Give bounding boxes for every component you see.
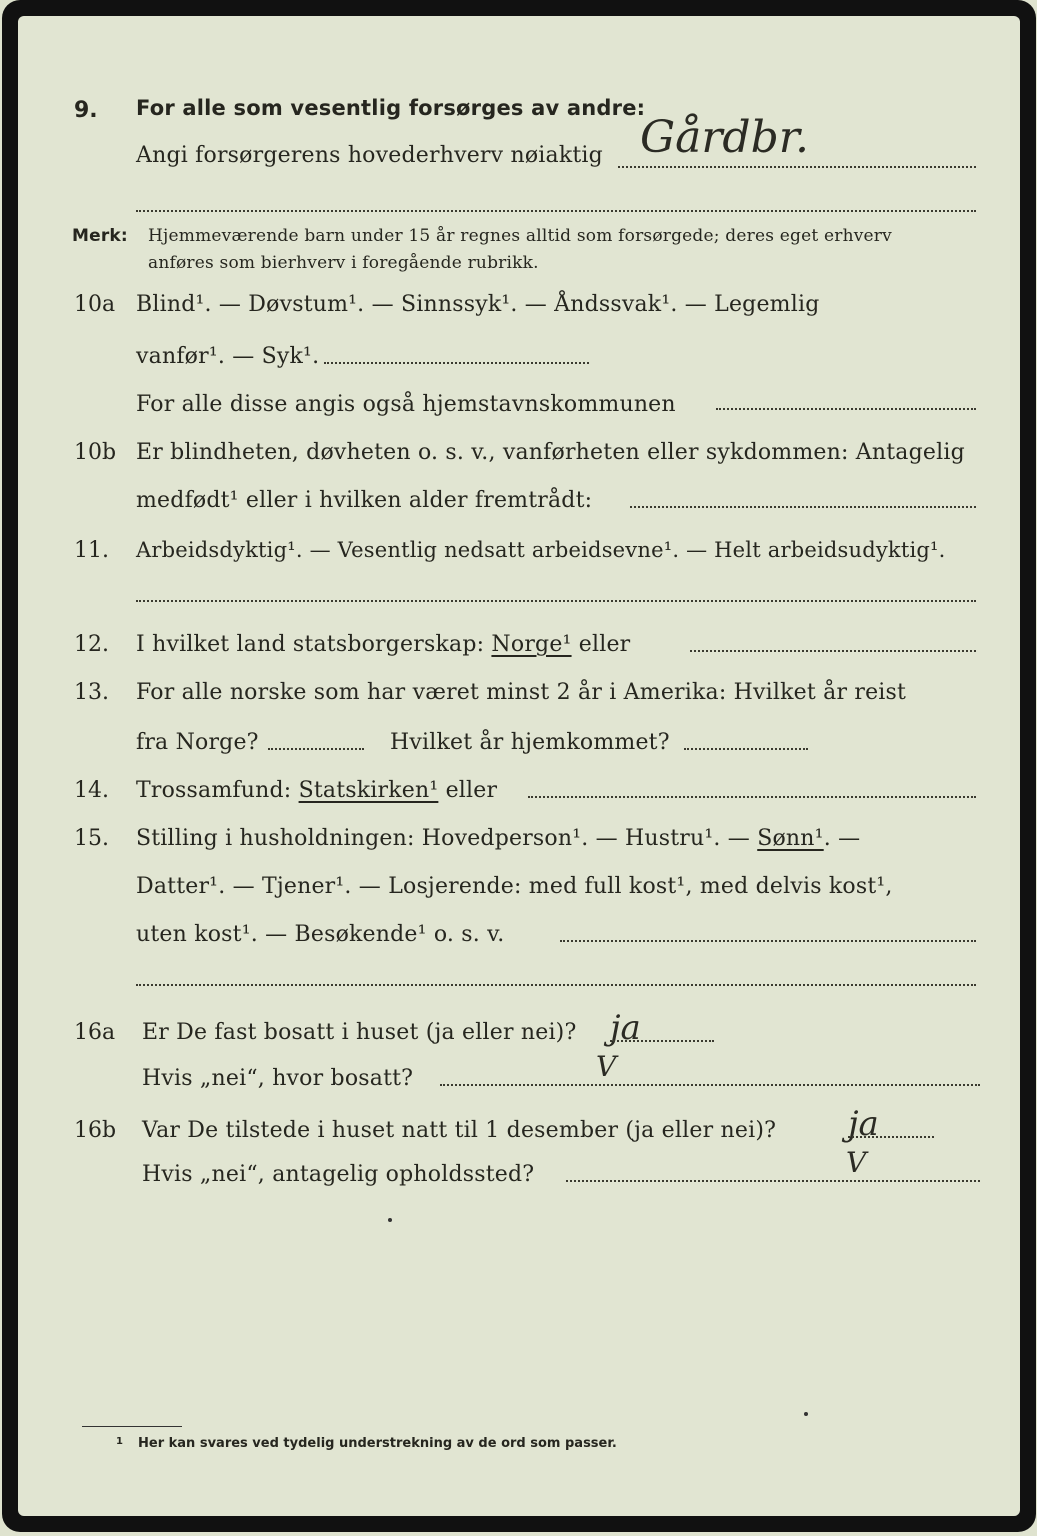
q15-line3: uten kost¹. — Besøkende¹ o. s. v. (136, 922, 505, 947)
q9-answer-line (618, 166, 976, 168)
footnote-mark: 1 (116, 1436, 123, 1447)
q12-underlined: Norge¹ (491, 632, 572, 657)
q16b-fill-2 (566, 1180, 980, 1182)
q12-prefix: I hvilket land statsborgerskap: (136, 632, 485, 657)
q14-fill (528, 796, 976, 798)
note-line2: anføres som bierhverv i foregående rubrikk. (148, 253, 539, 273)
q15-line1a: Stilling i husholdningen: Hovedperson¹. — Hustru¹. — (136, 826, 751, 851)
q16b-answer-handwritten: ja (848, 1104, 879, 1144)
q9-answer-handwritten: Gårdbr. (640, 112, 809, 163)
q16a-fill-2 (440, 1084, 980, 1086)
q11-fill (136, 600, 976, 602)
q13-number: 13. (74, 680, 109, 705)
q10a-line2-fill (324, 362, 589, 364)
q16b-line2: Hvis „nei“, antagelig opholdssted? (142, 1162, 535, 1187)
q10a-line2: vanfør¹. — Syk¹. (136, 344, 320, 369)
q12-number: 12. (74, 632, 109, 657)
q12-text (136, 632, 630, 657)
q10a-line3: For alle disse angis også hjemstavnskommunen (136, 392, 676, 417)
q12-suffix: eller (578, 632, 631, 657)
q14-text (136, 778, 497, 803)
q13-line2b: Hvilket år hjemkommet? (390, 730, 670, 755)
q16a-tick-mark: V (596, 1050, 617, 1083)
q13-fill-b (684, 748, 808, 750)
ink-speck (804, 1412, 808, 1416)
q10b-fill (630, 506, 976, 508)
q15-extra-line (136, 984, 976, 986)
note-line1: Hjemmeværende barn under 15 år regnes alltid som forsørgede; deres eget erhverv (148, 226, 892, 246)
q15-line1b: . — (823, 826, 861, 851)
q16b-fill-1 (848, 1136, 934, 1138)
footnote-rule (82, 1426, 182, 1427)
q16a-number: 16a (74, 1020, 116, 1045)
q16a-line1: Er De fast bosatt i huset (ja eller nei)? (142, 1020, 577, 1045)
q16b-tick-mark: V (846, 1146, 867, 1179)
q13-fill-a (268, 748, 364, 750)
q9-number: 9. (74, 98, 98, 123)
q15-line1-underlined: Sønn¹ (757, 826, 824, 851)
q16a-line2: Hvis „nei“, hvor bosatt? (142, 1066, 414, 1091)
q11-line1: Arbeidsdyktig¹. — Vesentlig nedsatt arbeidsevne¹. — Helt arbeidsudyktig¹. (136, 538, 946, 562)
footnote-text: Her kan svares ved tydelig understrekning av de ord som passer. (138, 1436, 617, 1451)
q10b-line2: medfødt¹ eller i hvilken alder fremtrådt: (136, 488, 593, 513)
q9-line1: For alle som vesentlig forsørges av andre: (136, 96, 646, 120)
q10b-line1: Er blindheten, døvheten o. s. v., vanførheten eller sykdommen: Antagelig (136, 440, 965, 465)
q9-line2: Angi forsørgerens hovederhverv nøiaktig (136, 143, 603, 168)
q12-fill (690, 650, 976, 652)
q10a-number: 10a (74, 292, 116, 317)
q14-prefix: Trossamfund: (136, 778, 292, 803)
note-label: Merk: (72, 226, 128, 246)
ink-speck (388, 1218, 392, 1222)
q16a-fill-1 (610, 1040, 714, 1042)
q10b-number: 10b (74, 440, 117, 465)
q10a-line3-fill (716, 408, 976, 410)
q16a-answer-handwritten: ja (610, 1008, 641, 1048)
q14-suffix: eller (445, 778, 498, 803)
q14-underlined: Statskirken¹ (298, 778, 439, 803)
q16b-line1: Var De tilstede i huset natt til 1 desember (ja eller nei)? (142, 1118, 777, 1143)
q13-line1: For alle norske som har været minst 2 år i Amerika: Hvilket år reist (136, 680, 907, 705)
q15-fill (560, 940, 976, 942)
q9-extra-line (136, 210, 976, 212)
q13-line2a: fra Norge? (136, 730, 259, 755)
q11-number: 11. (74, 538, 109, 563)
q16b-number: 16b (74, 1118, 117, 1143)
q10a-line1: Blind¹. — Døvstum¹. — Sinnssyk¹. — Åndssvak¹. — Legemlig (136, 292, 820, 317)
q15-number: 15. (74, 826, 109, 851)
q15-line2: Datter¹. — Tjener¹. — Losjerende: med full kost¹, med delvis kost¹, (136, 874, 893, 899)
q15-line1 (136, 826, 860, 851)
q14-number: 14. (74, 778, 109, 803)
